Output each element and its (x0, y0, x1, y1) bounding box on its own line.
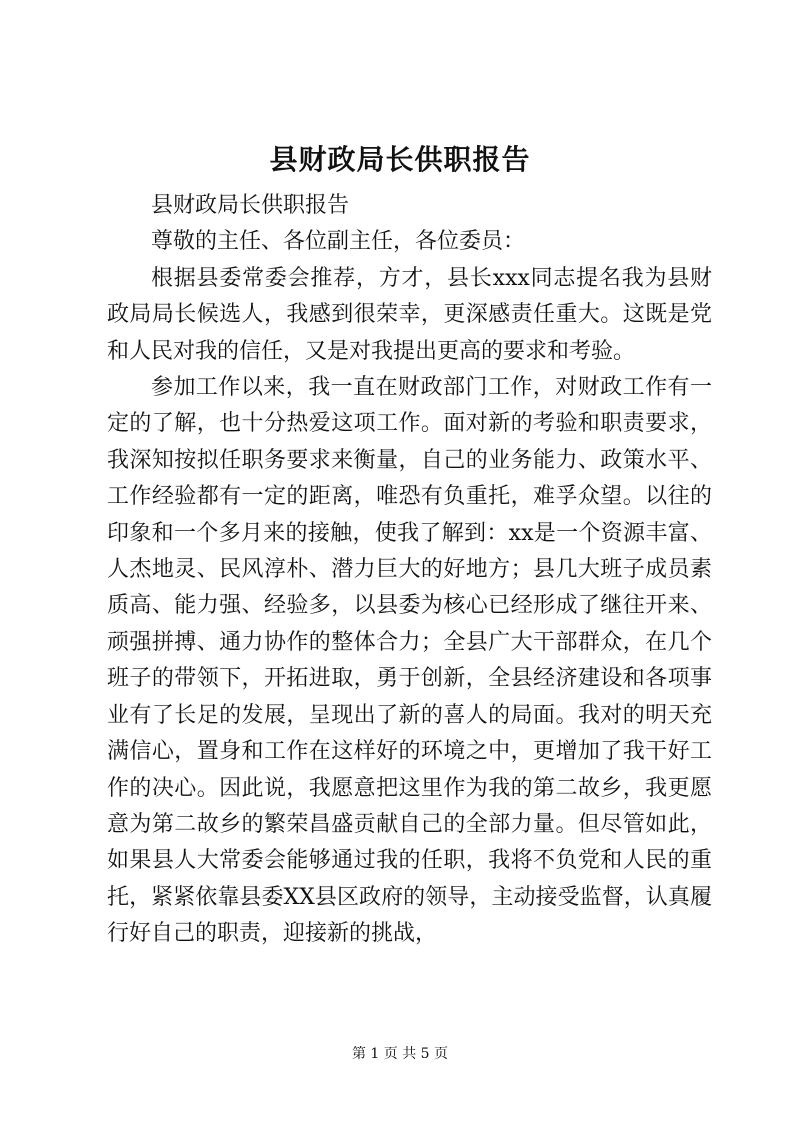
page-number-footer: 第 1 页 共 5 页 (351, 1046, 449, 1062)
paragraph-nomination: 根据县委常委会推荐，方才，县长xxx同志提名我为县财政局局长候选人，我感到很荣幸，更深感责任重大。这既是党和人民对我的信任，又是对我提出更高的要求和考验。 (107, 265, 712, 364)
paragraph-work-experience: 参加工作以来，我一直在财政部门工作，对财政工作有一定的了解，也十分热爱这项工作。面对新的考验和职责要求，我深知按拟任职务要求来衡量，自己的业务能力、政策水平、工作经验都有一定的距离，唯恐有负重托，难孚众望。以往的印象和一个多月来的接触，使我了解到：xx是一个资源丰富、人杰地灵、民风淳朴、潜力巨大的好地方；县几大班子成员素质高、能力强、经验多，以县委为核心已经形成了继往开来、顽强拼搏、通力协作的整体合力；全县广大干部群众，在几个班子的带领下，开拓进取，勇于创新，全县经济建设和各项事业有了长足的发展，呈现出了新的喜人的局面。我对的明天充满信心，置身和工作在这样好的环境之中，更增加了我干好工作的决心。因此说，我愿意把这里作为我的第二故乡，我更愿意为第二故乡的繁荣昌盛贡献自己的全部力量。但尽管如此，如果县人大常委会能够通过我的任职，我将不负党和人民的重托，紧紧依靠县委XX县区政府的领导，主动接受监督，认真履行好自己的职责，迎接新的挑战， (107, 375, 712, 947)
document-title: 县财政局长供职报告 (269, 143, 531, 176)
paragraph-salutation: 尊敬的主任、各位副主任，各位委员： (151, 229, 526, 255)
document-body (107, 188, 712, 953)
paragraph-subtitle: 县财政局长供职报告 (151, 193, 350, 218)
